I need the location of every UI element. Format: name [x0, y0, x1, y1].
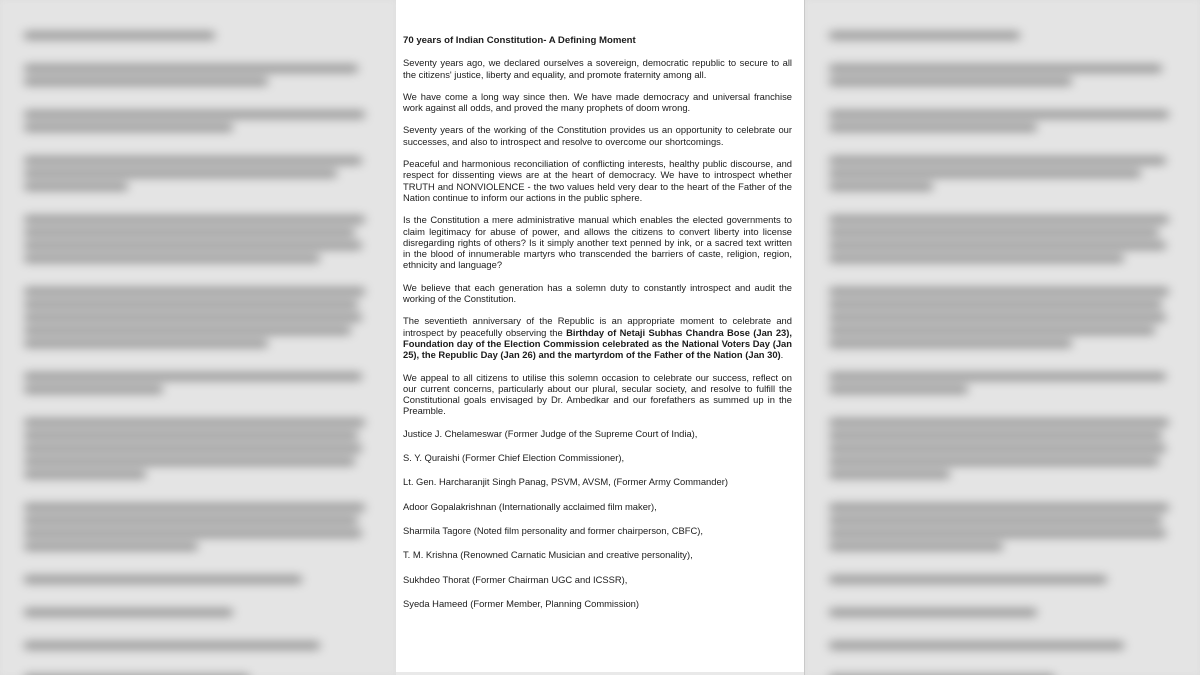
signatory: Lt. Gen. Harcharanjit Singh Panag, PSVM, AVSM, (Former Army Commander) — [403, 476, 728, 488]
paragraph-anniversary — [403, 315, 792, 360]
paragraph-appeal: We appeal to all citizens to utilise this solemn occasion to celebrate our success, reflect on our current concerns, particularly about our plural, secular society, and resolve to fulfill the Constitutional goals envisaged by Dr. Ambedkar and our forefathers as summed up in the Preamble. — [403, 371, 792, 417]
signatory: Syeda Hameed (Former Member, Planning Commission) — [403, 597, 640, 609]
signatory: S. Y. Quraishi (Former Chief Election Commissioner), — [403, 452, 625, 464]
signatory: Sharmila Tagore (Noted film personality and former chairperson, CBFC), — [403, 524, 703, 536]
paragraph-administrative-manual: Is the Constitution a mere administrative manual which enables the elected governments to claim legitimacy for abuse of power, and allows the citizens to convert liberty into license disregarding rights of others? Is it simply another text penned by ink, or a sacred text written in the blood of innumerable martyrs who transcended the barriers of caste, religion, region, ethnicity and language? — [403, 214, 792, 271]
blurred-background-right — [805, 0, 1200, 675]
signatory: T. M. Krishna (Renowned Carnatic Musician and creative personality), — [403, 549, 693, 561]
signatory: Justice J. Chelameswar (Former Judge of the Supreme Court of India), — [403, 427, 698, 439]
paragraph-seventy-years: Seventy years of the working of the Constitution provides us an opportunity to celebrate our successes, and also to introspect and resolve to overcome our shortcomings. — [403, 124, 792, 147]
document-title: 70 years of Indian Constitution- A Defining Moment — [403, 35, 636, 46]
anniversary-end: . — [780, 349, 784, 361]
blurred-background-left — [0, 0, 396, 675]
signatory: Sukhdeo Thorat (Former Chairman UGC and ICSSR), — [403, 573, 628, 585]
paragraph-long-way: We have come a long way since then. We have made democracy and universal franchise work against all odds, and proved the many prophets of doom wrong. — [403, 90, 792, 114]
anniversary-intro: The seventieth anniversary of the Republic is an appropriate moment to celebrate and introspect by peacefully observing the — [403, 315, 792, 338]
signatory-list — [403, 428, 792, 609]
signatory: Adoor Gopalakrishnan (Internationally acclaimed film maker), — [403, 500, 657, 512]
paragraph-each-generation: We believe that each generation has a solemn duty to constantly introspect and audit the working of the Constitution. — [403, 281, 792, 305]
paragraph-reconciliation: Peaceful and harmonious reconciliation of conflicting interests, healthy public discourse, and respect for dissenting views are at the heart of democracy. We have to introspect whether TRUTH and NONVIOLENCE - the two values held very dear to the heart of the Father of the Nation continue to inform our actions in the public sphere. — [403, 158, 792, 203]
paragraph-declaration: Seventy years ago, we declared ourselves a sovereign, democratic republic to secure to all the citizens' justice, liberty and equality, and promote fraternity among all. — [403, 57, 792, 80]
anniversary-dates: Birthday of Netaji Subhas Chandra Bose (Jan 23), Foundation day of the Election Commission celebrated as the National Voters Day (Jan 25), the Republic Day (Jan 26) and the martyrdom of the Father of the Nation (Jan 30) — [403, 326, 792, 361]
document-page — [396, 0, 804, 675]
